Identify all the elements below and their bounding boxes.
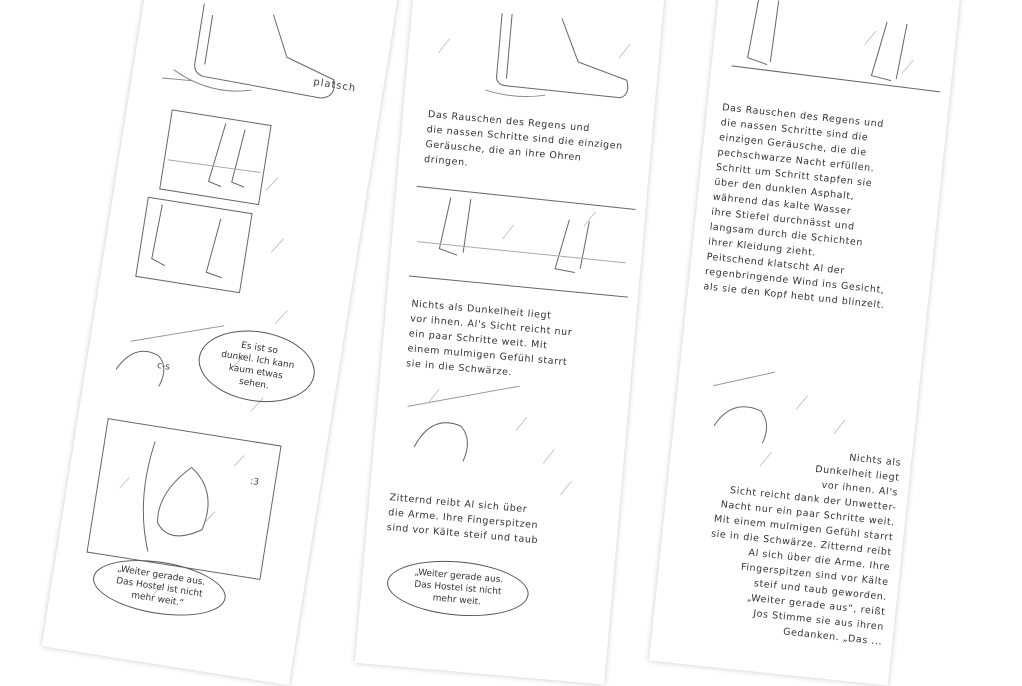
narration-nichts-3: Nichts als Dunkelheit liegt vor ihnen. Al's Sicht reicht dank der Unwetter- Nacht nur ein paar Schritte weit. Mit einem mulmigen Gefühl starrt sie in die Schwärze. Zitternd reibt Al sich über die Arme. Ihre Fingerspitzen sind vor Kälte steif und taub geworden. „Weiter gerade aus“, reißt Jos Stimme sie aus ihren Gedanken. „Das ... (710, 452, 902, 648)
speech-bubble-weiter: „Weiter gerade aus. Das Hostel ist nicht mehr weit.“ (89, 552, 229, 624)
sfx-cs: c-s (156, 360, 171, 373)
sfx-colon3: :3 (249, 476, 260, 489)
comic-strip-2 (355, 0, 665, 685)
narration-rauschen-3: Das Rauschen des Regens und die nassen Schritte sind die einzigen Geräusche, die die pechschwarze Nacht erfüllen. Schritt um Schritt stapfen sie über den dunklen Asphalt, während das kalte Wasser ihre Stiefel durchnässt und langsam durch die Schichten ihrer Kleidung zieht. Peitschend klatscht Al der regenbringende Wind ins Gesicht, als sie den Kopf hebt und blinzelt. (702, 102, 886, 312)
speech-bubble-dark: Es ist so dunkel. Ich kann kaum etwas sehen. (193, 323, 320, 410)
comic-strip-1 (42, 0, 398, 685)
sfx-platsch: platsch (312, 76, 357, 95)
narration-rauschen: Das Rauschen des Regens und die nassen Schritte sind die einzigen Geräusche, die an ihre Ohren dringen. (423, 109, 624, 169)
narration-nichts: Nichts als Dunkelheit liegt vor ihnen. Al's Sicht reicht nur ein paar Schritte weit. Mit einem mulmigen Gefühl starrt sie in die Schwärze. (405, 298, 573, 379)
comic-strip-3 (649, 0, 961, 686)
narration-zitternd: Zitternd reibt Al sich über die Arme. Ihre Fingerspitzen sind vor Kälte steif und taub (386, 492, 539, 547)
speech-bubble-weiter-2: „Weiter gerade aus. Das Hostel ist nicht mehr weit. (385, 555, 531, 621)
